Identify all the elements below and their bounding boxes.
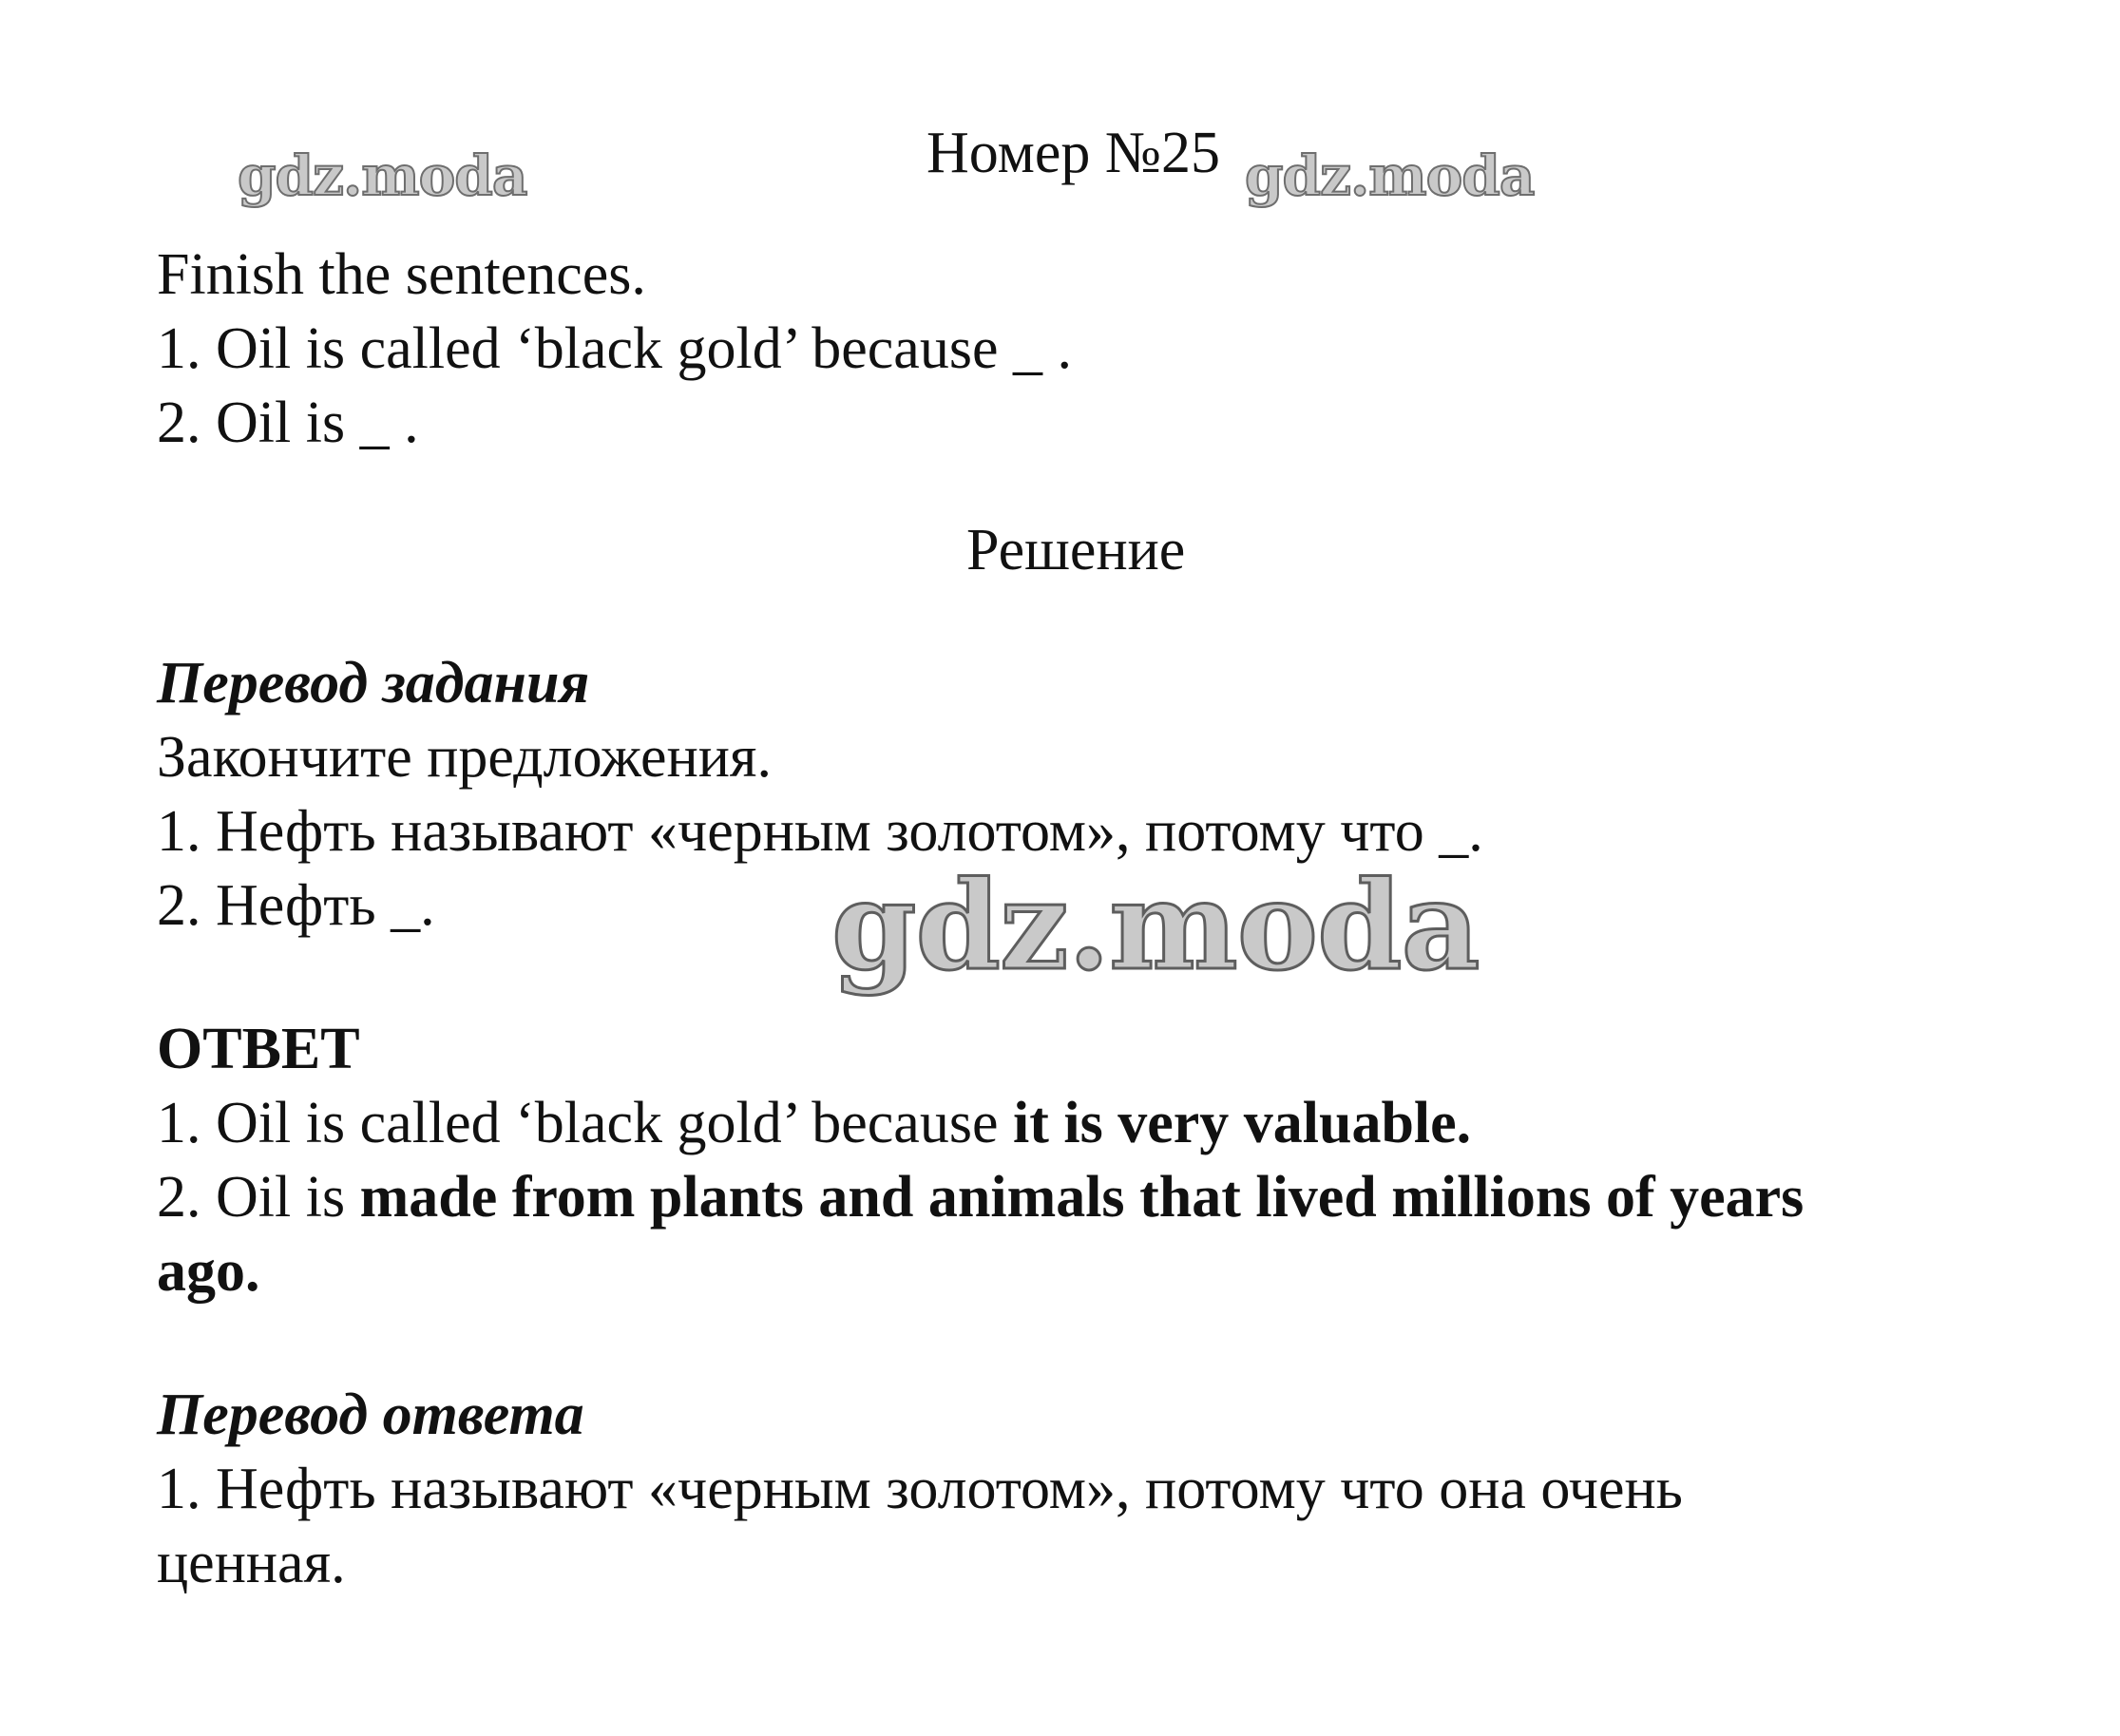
task-item-2: 2. Oil is _ . bbox=[157, 391, 419, 455]
answer-item-2 bbox=[157, 1160, 1804, 1234]
translation-task-heading: Перевод задания bbox=[157, 651, 590, 715]
answer-item-2-answer: made from plants and animals that lived millions of years bbox=[359, 1165, 1805, 1230]
answer-item-1 bbox=[157, 1086, 1471, 1160]
answer-item-2-continuation: ago. bbox=[157, 1239, 260, 1304]
answer-heading: ОТВЕТ bbox=[157, 1017, 360, 1081]
answer-item-1-prefix: 1. Oil is called ‘black gold’ because bbox=[157, 1091, 1013, 1155]
answer-item-2-prefix: 2. Oil is bbox=[157, 1165, 360, 1230]
solution-heading: Решение bbox=[966, 518, 1186, 582]
task-instruction: Finish the sentences. bbox=[157, 242, 646, 307]
translation-answer-heading: Перевод ответа bbox=[157, 1383, 584, 1447]
translation-answer-line-2: ценная. bbox=[157, 1531, 346, 1595]
task-item-1: 1. Oil is called ‘black gold’ because _ . bbox=[157, 316, 1072, 381]
watermark-logo-top-left: gdz.moda bbox=[238, 143, 527, 208]
translation-answer-line-1: 1. Нефть называют «черным золотом», потому что она очень bbox=[157, 1457, 1683, 1521]
answer-item-1-answer: it is very valuable. bbox=[1012, 1091, 1472, 1155]
translation-task-instruction: Закончите предложения. bbox=[157, 725, 772, 790]
translation-task-item-1: 1. Нефть называют «черным золотом», потому что _. bbox=[157, 799, 1483, 864]
page-title: Номер №25 bbox=[926, 121, 1221, 185]
translation-task-item-2: 2. Нефть _. bbox=[157, 873, 435, 938]
watermark-logo-top-right: gdz.moda bbox=[1245, 143, 1535, 208]
watermark-logo-center: gdz.moda bbox=[831, 855, 1480, 998]
